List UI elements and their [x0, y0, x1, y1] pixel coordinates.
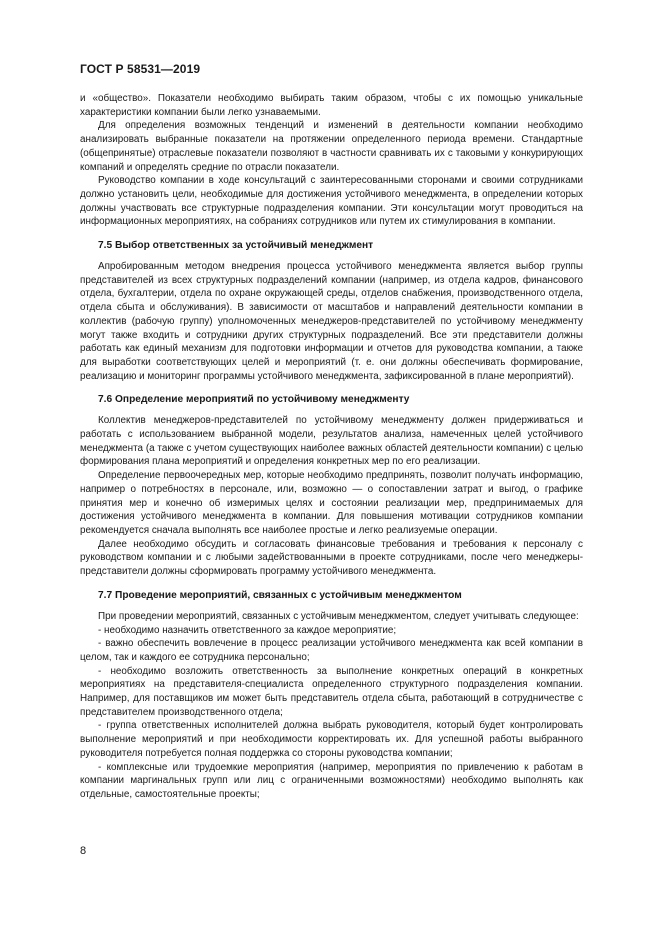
paragraph: Для определения возможных тенденций и изменений в деятельности компании необходимо анализировать выбранные показатели на протяжении определенного периода времени. Стандартные (общепринятые) отраслевые показатели позволяют в частности сравнивать их с таковыми у конкурирующих компаний и определять средние по отрасли показатели.: [80, 120, 583, 173]
list-item: - необходимо возложить ответственность за выполнение конкретных операций в конкретных мероприятиях на представителя-специалиста определенного структурного подразделения компании. Например, для поставщиков им может быть представитель отдела сбыта, работающий в сотрудничестве с представителем производственного отдела;: [80, 665, 583, 718]
section-heading-7-5: 7.5 Выбор ответственных за устойчивый менеджмент: [98, 240, 374, 252]
page-number: 8: [80, 845, 87, 857]
page-body: [80, 92, 583, 802]
paragraph: При проведении мероприятий, связанных с устойчивым менеджментом, следует учитывать следующее:: [98, 610, 579, 622]
document-header: ГОСТ Р 58531—2019: [80, 62, 201, 76]
list-item: - важно обеспечить вовлечение в процесс реализации устойчивого менеджмента как всей компании в целом, так и каждого ее сотрудника персонально;: [80, 638, 583, 663]
list-item: - комплексные или трудоемкие мероприятия (например, мероприятия по привлечению к работам в компании маргинальных групп или лиц с ограниченными возможностями) необходимо выполнять как отдельные, самостоятельные проекты;: [80, 761, 583, 800]
paragraph: Апробированным методом внедрения процесса устойчивого менеджмента является выбор группы представителей из всех структурных подразделений компании (например, из отдела кадров, финансового отдела, бухгалтерии, отдела по охране окружающей среды, отделов снабжения, производственного отдела, отдела сбыта и обслуживания). В зависимости от масштабов и направлений деятельности компании в коллектив (рабочую группу) уполномоченных менеджеров-представителей по устойчивому менеджменту могут также входить и сотрудники других структурных подразделений. Все эти представители должны работать как единый механизм для подготовки информации и отчетов для руководства компании, а также для выработки соответствующих целей и мероприятий (т. е. они должны обеспечивать формирование, реализацию и мониторинг программы устойчивого менеджмента, зафиксированной в плане мероприятий).: [80, 261, 583, 382]
paragraph: Далее необходимо обсудить и согласовать финансовые требования и требования к персоналу с руководством компании и с любыми задействованными в проекте сотрудниками, после чего менеджеры-представители должны сформировать программу устойчивого менеджмента.: [80, 538, 583, 578]
list-item: - необходимо назначить ответственного за каждое мероприятие;: [98, 624, 397, 636]
paragraph: Коллектив менеджеров-представителей по устойчивому менеджменту должен придерживаться и работать с использованием выбранной модели, результатов анализа, намеченных целей устойчивого менеджмента (а также с учетом существующих наиболее важных областей деятельности компании) с целью формирования плана мероприятий и определения конкретных мер по его реализации.: [80, 415, 583, 468]
paragraph: Руководство компании в ходе консультаций с заинтересованными сторонами и своими сотрудниками должно установить цели, необходимые для достижения устойчивого менеджмента, в определении которых должны участвовать все структурные подразделения компании. Эти консультации могут проводиться на информационных мероприятиях, на собраниях сотрудников или путем их стимулирования в компании.: [80, 175, 583, 228]
paragraph: и «общество». Показатели необходимо выбирать таким образом, чтобы с их помощью уникальные характеристики компании были легко узнаваемыми.: [80, 93, 583, 118]
paragraph: Определение первоочередных мер, которые необходимо предпринять, позволит получать информацию, например о потребностях в персонале, или, возможно — о сопоставлении затрат и выгод, о графике принятия мер и конечно об измеримых целях и состоянии реализации мер, предпринимаемых для достижения устойчивого менеджмента в компании. Для повышения мотивации сотрудников компании рекомендуется сначала выполнять все наиболее простые и легко реализуемые операции.: [80, 470, 583, 536]
section-heading-7-7: 7.7 Проведение мероприятий, связанных с устойчивым менеджментом: [98, 589, 462, 601]
section-heading-7-6: 7.6 Определение мероприятий по устойчивому менеджменту: [98, 394, 410, 406]
list-item: - группа ответственных исполнителей должна выбрать руководителя, который будет контролировать выполнение мероприятий и при необходимости корректировать их. Для успешной работы выбранного руководителя потребуется полная поддержка со стороны руководства компании;: [80, 720, 583, 759]
